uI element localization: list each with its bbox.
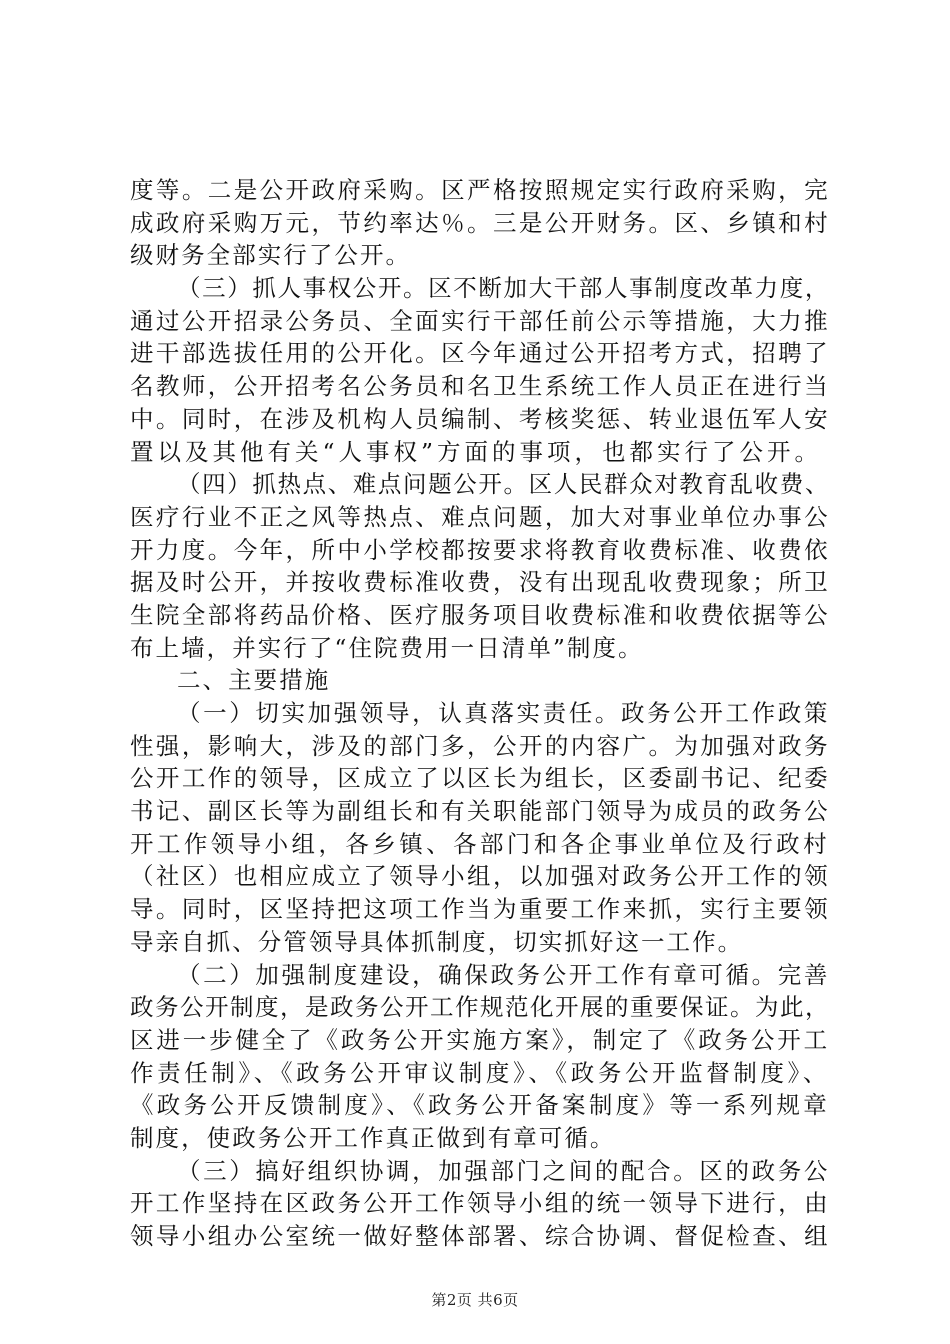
paragraph-start-line: （三）抓人事权公开。区不断加大干部人事制度改革力度， bbox=[177, 274, 830, 303]
text-line: 级财务全部实行了公开。 bbox=[130, 241, 412, 270]
page-number-footer: 第2页 共6页 bbox=[431, 1291, 519, 1309]
text-line: 中。同时，在涉及机构人员编制、考核奖惩、转业退伍军人安 bbox=[130, 404, 830, 433]
text-line: 书记、副区长等为副组长和有关职能部门领导为成员的政务公 bbox=[130, 797, 830, 826]
text-line: （社区）也相应成立了领导小组，以加强对政务公开工作的领 bbox=[130, 862, 830, 891]
text-line: 度等。二是公开政府采购。区严格按照规定实行政府采购，完 bbox=[130, 176, 830, 204]
text-line: 成政府采购万元，节约率达％。三是公开财务。区、乡镇和村 bbox=[130, 208, 830, 237]
text-line: 名教师，公开招考名公务员和名卫生系统工作人员正在进行当 bbox=[130, 372, 830, 401]
text-line: 开工作坚持在区政务公开工作领导小组的统一领导下进行，由 bbox=[130, 1189, 830, 1218]
text-line: 布上墙，并实行了“住院费用一日清单”制度。 bbox=[130, 633, 644, 662]
text-line: 通过公开招录公务员、全面实行干部任前公示等措施，大力推 bbox=[130, 306, 830, 335]
text-line: 导。同时，区坚持把这项工作当为重要工作来抓，实行主要领 bbox=[130, 895, 830, 924]
text-line: 生院全部将药品价格、医疗服务项目收费标准和收费依据等公 bbox=[130, 600, 830, 629]
paragraph-start-line: （二）加强制度建设，确保政务公开工作有章可循。完善 bbox=[177, 960, 830, 989]
text-line: 作责任制》、《政务公开审议制度》、《政务公开监督制度》、 bbox=[130, 1058, 830, 1087]
text-line: 开力度。今年，所中小学校都按要求将教育收费标准、收费依 bbox=[130, 535, 830, 564]
text-line: 开工作领导小组，各乡镇、各部门和各企事业单位及行政村 bbox=[130, 829, 830, 858]
paragraph-start-line: （一）切实加强领导，认真落实责任。政务公开工作政策 bbox=[177, 699, 830, 727]
text-line: 《政务公开反馈制度》、《政务公开备案制度》等一系列规章 bbox=[130, 1091, 830, 1120]
text-line: 制度，使政务公开工作真正做到有章可循。 bbox=[130, 1123, 616, 1152]
text-line: 领导小组办公室统一做好整体部署、综合协调、督促检查、组 bbox=[130, 1222, 830, 1250]
document-body bbox=[130, 174, 830, 1253]
text-line: 置以及其他有关“人事权”方面的事项，也都实行了公开。 bbox=[130, 437, 823, 466]
paragraph-start-line: （四）抓热点、难点问题公开。区人民群众对教育乱收费、 bbox=[177, 470, 830, 499]
text-line: 导亲自抓、分管领导具体抓制度，切实抓好这一工作。 bbox=[130, 927, 744, 956]
text-line: 医疗行业不正之风等热点、难点问题，加大对事业单位办事公 bbox=[130, 502, 830, 531]
text-line: 公开工作的领导，区成立了以区长为组长，区委副书记、纪委 bbox=[130, 764, 830, 793]
text-line: 政务公开制度，是政务公开工作规范化开展的重要保证。为此， bbox=[130, 993, 830, 1022]
text-line: 区进一步健全了《政务公开实施方案》，制定了《政务公开工 bbox=[130, 1025, 830, 1054]
section-heading: 二、主要措施 bbox=[177, 666, 331, 695]
paragraph-start-line: （三）搞好组织协调，加强部门之间的配合。区的政务公 bbox=[177, 1156, 830, 1185]
text-line: 据及时公开，并按收费标准收费，没有出现乱收费现象；所卫 bbox=[130, 568, 830, 597]
text-line: 进干部选拔任用的公开化。区今年通过公开招考方式，招聘了 bbox=[130, 339, 830, 368]
text-line: 性强，影响大，涉及的部门多，公开的内容广。为加强对政务 bbox=[130, 731, 830, 760]
